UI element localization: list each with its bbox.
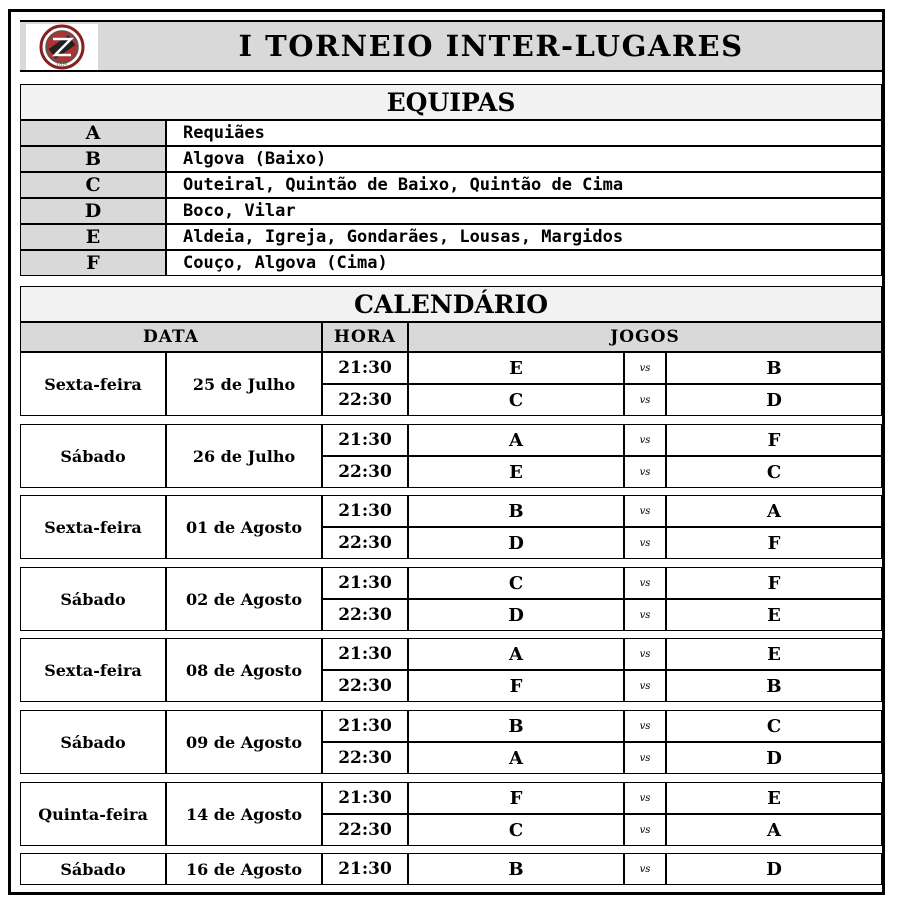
home-team: A <box>408 638 624 670</box>
vs-label: vs <box>624 638 666 670</box>
vs-label: vs <box>624 384 666 416</box>
team-name: Couço, Algova (Cima) <box>166 250 882 276</box>
header-jogos: JOGOS <box>408 322 882 352</box>
team-letter: C <box>20 172 166 198</box>
match-date: 09 de Agosto <box>166 710 322 774</box>
home-team: D <box>408 599 624 631</box>
home-team: A <box>408 424 624 456</box>
match-day: Quinta-feira <box>20 782 166 846</box>
header-hora: HORA <box>322 322 408 352</box>
team-name: Outeiral, Quintão de Baixo, Quintão de Cima <box>166 172 882 198</box>
away-team: E <box>666 782 882 814</box>
vs-label: vs <box>624 456 666 488</box>
match-time: 22:30 <box>322 384 408 416</box>
match-day: Sexta-feira <box>20 638 166 702</box>
match-date: 01 de Agosto <box>166 495 322 559</box>
home-team: A <box>408 742 624 774</box>
match-time: 22:30 <box>322 742 408 774</box>
away-team: A <box>666 495 882 527</box>
away-team: C <box>666 710 882 742</box>
team-letter: B <box>20 146 166 172</box>
away-team: E <box>666 638 882 670</box>
home-team: F <box>408 670 624 702</box>
home-team: C <box>408 814 624 846</box>
match-date: 14 de Agosto <box>166 782 322 846</box>
team-name: Boco, Vilar <box>166 198 882 224</box>
calendario-heading: CALENDÁRIO <box>20 286 882 322</box>
match-time: 22:30 <box>322 670 408 702</box>
title-bar <box>20 20 882 72</box>
away-team: B <box>666 352 882 384</box>
match-day: Sexta-feira <box>20 495 166 559</box>
match-time: 21:30 <box>322 638 408 670</box>
home-team: E <box>408 352 624 384</box>
vs-label: vs <box>624 853 666 885</box>
match-time: 21:30 <box>322 853 408 885</box>
club-logo <box>26 24 98 70</box>
match-time: 22:30 <box>322 814 408 846</box>
vs-label: vs <box>624 495 666 527</box>
team-letter: F <box>20 250 166 276</box>
match-day: Sexta-feira <box>20 352 166 416</box>
home-team: B <box>408 853 624 885</box>
vs-label: vs <box>624 670 666 702</box>
vs-label: vs <box>624 710 666 742</box>
match-day: Sábado <box>20 567 166 631</box>
vs-label: vs <box>624 567 666 599</box>
match-date: 26 de Julho <box>166 424 322 488</box>
away-team: B <box>666 670 882 702</box>
away-team: C <box>666 456 882 488</box>
match-time: 21:30 <box>322 567 408 599</box>
home-team: C <box>408 384 624 416</box>
vs-label: vs <box>624 424 666 456</box>
logo-year: 1975 <box>56 64 68 69</box>
page-title: I TORNEIO INTER-LUGARES <box>238 29 744 63</box>
home-team: F <box>408 782 624 814</box>
home-team: D <box>408 527 624 559</box>
match-time: 21:30 <box>322 424 408 456</box>
vs-label: vs <box>624 352 666 384</box>
match-day: Sábado <box>20 710 166 774</box>
vs-label: vs <box>624 599 666 631</box>
team-name: Requiães <box>166 120 882 146</box>
vs-label: vs <box>624 527 666 559</box>
match-day: Sábado <box>20 853 166 885</box>
away-team: D <box>666 853 882 885</box>
header-data: DATA <box>20 322 322 352</box>
match-time: 21:30 <box>322 495 408 527</box>
home-team: B <box>408 495 624 527</box>
away-team: F <box>666 567 882 599</box>
match-date: 08 de Agosto <box>166 638 322 702</box>
team-name: Aldeia, Igreja, Gondarães, Lousas, Margidos <box>166 224 882 250</box>
away-team: E <box>666 599 882 631</box>
vs-label: vs <box>624 814 666 846</box>
home-team: B <box>408 710 624 742</box>
away-team: A <box>666 814 882 846</box>
team-letter: E <box>20 224 166 250</box>
match-time: 21:30 <box>322 352 408 384</box>
home-team: E <box>408 456 624 488</box>
away-team: D <box>666 742 882 774</box>
match-date: 16 de Agosto <box>166 853 322 885</box>
team-letter: D <box>20 198 166 224</box>
match-time: 21:30 <box>322 710 408 742</box>
away-team: F <box>666 527 882 559</box>
match-day: Sábado <box>20 424 166 488</box>
match-time: 22:30 <box>322 599 408 631</box>
team-letter: A <box>20 120 166 146</box>
match-time: 22:30 <box>322 456 408 488</box>
match-date: 25 de Julho <box>166 352 322 416</box>
equipas-heading: EQUIPAS <box>20 84 882 120</box>
match-time: 22:30 <box>322 527 408 559</box>
vs-label: vs <box>624 742 666 774</box>
match-date: 02 de Agosto <box>166 567 322 631</box>
away-team: D <box>666 384 882 416</box>
match-time: 21:30 <box>322 782 408 814</box>
team-name: Algova (Baixo) <box>166 146 882 172</box>
home-team: C <box>408 567 624 599</box>
vs-label: vs <box>624 782 666 814</box>
away-team: F <box>666 424 882 456</box>
